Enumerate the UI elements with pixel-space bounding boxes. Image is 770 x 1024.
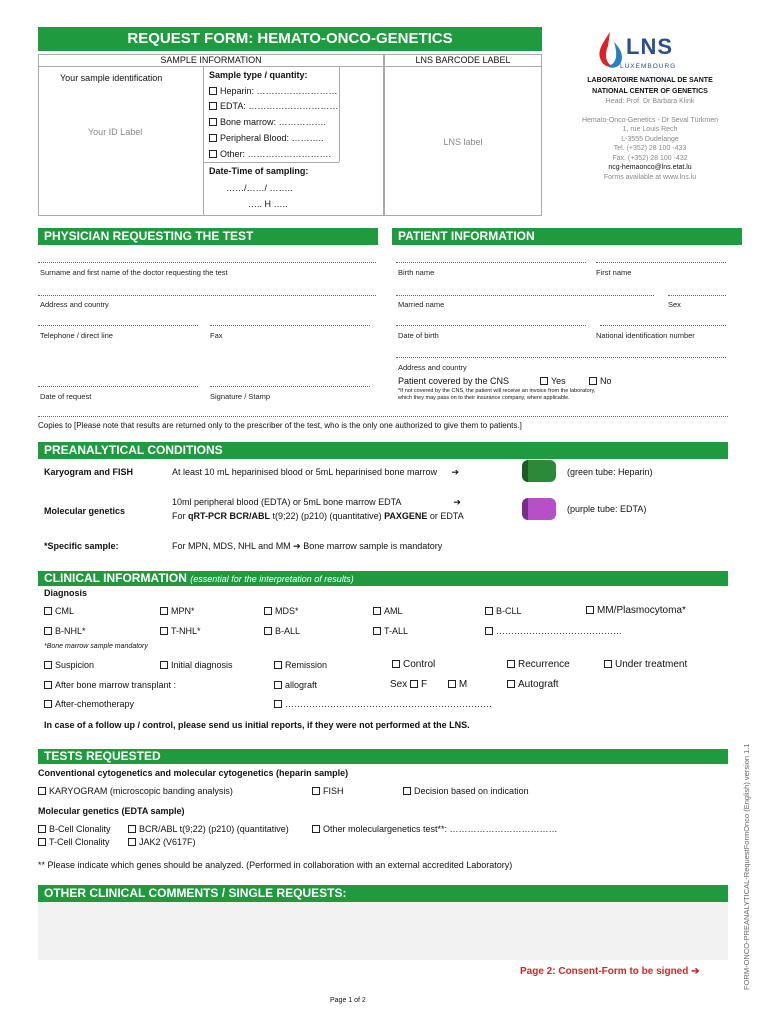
next-page-note: Page 2: Consent-Form to be signed ➔ xyxy=(520,966,700,977)
birth-name-label: Birth name xyxy=(398,268,435,277)
tests-header: TESTS REQUESTED xyxy=(38,749,728,764)
lab-forms[interactable]: Forms available at www.lns.lu xyxy=(603,174,697,181)
status-recurrence[interactable]: Recurrence xyxy=(507,659,570,670)
patient-address-label: Address and country xyxy=(398,363,467,372)
other-blank[interactable]: …………………………………………………………… xyxy=(274,699,492,709)
cns-note-1: *If not covered by the CNS, the patient will receive an invoice from the laboratory, xyxy=(398,388,596,394)
date-value[interactable]: ……/……/ …….. xyxy=(226,183,293,193)
autograft-option[interactable]: Autograft xyxy=(507,679,559,690)
test-bcell[interactable]: B-Cell Clonality xyxy=(38,824,111,834)
green-tube-text: (green tube: Heparin) xyxy=(567,467,653,477)
other-option[interactable]: Other: ………………………. xyxy=(209,149,331,159)
copies-note: Copies to [Please note that results are returned only to the prescriber of the test, who is the only one authorized to give them to patients.] xyxy=(38,421,522,430)
doctor-name-label: Surname and first name of the doctor requesting the test xyxy=(40,268,228,277)
sex-m-checkbox[interactable] xyxy=(448,680,456,688)
id-label-placeholder: Your ID Label xyxy=(88,127,143,137)
genes-note: ** Please indicate which genes should be analyzed. (Performed in collaboration with an external accredited Laboratory) xyxy=(38,860,513,870)
comments-header: OTHER CLINICAL COMMENTS / SINGLE REQUESTS: xyxy=(38,885,728,902)
diag-mds[interactable]: MDS* xyxy=(264,606,299,616)
page-number: Page 1 of 2 xyxy=(330,997,366,1004)
bone-marrow-option[interactable]: Bone marrow: ……………. xyxy=(209,117,326,127)
molecular-text-1: 10ml peripheral blood (EDTA) or 5mL bone marrow EDTA ➔ xyxy=(172,497,461,507)
lab-head: Head: Prof. Dr Barbara Klink xyxy=(605,98,695,105)
sample-info-heading: SAMPLE INFORMATION xyxy=(160,55,262,65)
diagnosis-title: Diagnosis xyxy=(44,588,88,598)
diag-tnhl[interactable]: T-NHL* xyxy=(160,626,201,636)
barcode-box xyxy=(384,54,542,216)
diag-bnhl[interactable]: B-NHL* xyxy=(44,626,86,636)
status-suspicion[interactable]: Suspicion xyxy=(44,660,94,670)
lab-email[interactable]: ncg-hemaonco@lns.etat.lu xyxy=(608,164,692,171)
green-tube-icon xyxy=(522,460,556,482)
peripheral-blood-option[interactable]: Peripheral Blood: ……….. xyxy=(209,133,324,143)
test-jak2[interactable]: JAK2 (V617F) xyxy=(128,837,196,847)
diag-ball[interactable]: B-ALL xyxy=(264,626,300,636)
datetime-title: Date-Time of sampling: xyxy=(209,166,309,176)
lns-label-placeholder: LNS label xyxy=(443,137,483,147)
specific-sample-text: For MPN, MDS, NHL and MM ➔ Bone marrow sample is mandatory xyxy=(172,541,443,551)
test-bcrabl[interactable]: BCR/ABL t(9;22) (p210) (quantitative) xyxy=(128,824,289,834)
test-tcell[interactable]: T-Cell Clonality xyxy=(38,837,110,847)
patient-header: PATIENT INFORMATION xyxy=(392,228,742,245)
first-name-label: First name xyxy=(596,268,632,277)
lab-fax: Fax. (+352) 28 100 -432 xyxy=(612,155,688,162)
lab-dept: Hemato-Onco-Genetics - Dr Seval Türkmen xyxy=(581,117,719,124)
cns-label: Patient covered by the CNS xyxy=(398,376,510,386)
status-remission[interactable]: Remission xyxy=(274,660,327,670)
form-title: REQUEST FORM: HEMATO-ONCO-GENETICS xyxy=(38,27,542,51)
diag-mm[interactable]: MM/Plasmocytoma* xyxy=(586,605,686,616)
purple-tube-icon xyxy=(522,498,556,520)
sample-type-title: Sample type / quantity: xyxy=(209,70,308,80)
diag-aml[interactable]: AML xyxy=(373,606,403,616)
diag-other[interactable]: …………………………………… xyxy=(485,626,622,636)
allograft-option[interactable]: allograft xyxy=(274,680,317,690)
diag-tall[interactable]: T-ALL xyxy=(373,626,408,636)
status-initial[interactable]: Initial diagnosis xyxy=(160,660,233,670)
test-other-mol[interactable]: Other moleculargenetics test**: ……………………………… xyxy=(312,824,558,834)
molecular-text-2: For qRT-PCR BCR/ABL t(9;22) (p210) (quantitative) PAXGENE or EDTA xyxy=(172,511,464,521)
preanalytical-header: PREANALYTICAL CONDITIONS xyxy=(38,442,728,459)
clinical-sex: Sex F M xyxy=(390,679,468,690)
lab-name-fr: LABORATOIRE NATIONAL DE SANTE xyxy=(587,77,713,84)
logo-sub: LUXEMBOURG xyxy=(620,63,677,70)
cns-no[interactable]: No xyxy=(589,376,612,386)
lab-addr2: L-3555 Dudelange xyxy=(621,136,679,143)
heparin-option[interactable]: Heparin: ……………………… xyxy=(209,86,338,96)
lab-addr1: 1, rue Louis Rech xyxy=(622,126,678,133)
followup-note: In case of a follow up / control, please send us initial reports, if they were not performed at the LNS. xyxy=(44,720,470,730)
karyo-fish-text: At least 10 mL heparinised blood or 5mL heparinised bone marrow ➔ xyxy=(172,467,460,477)
molecular-label: Molecular genetics xyxy=(44,506,126,516)
diag-mpn[interactable]: MPN* xyxy=(160,606,195,616)
clinical-header: CLINICAL INFORMATION (essential for the interpretation of results) xyxy=(38,571,728,586)
comments-area[interactable] xyxy=(38,902,728,960)
specific-sample-label: *Specific sample: xyxy=(44,541,119,551)
karyo-fish-label: Karyogram and FISH xyxy=(44,467,134,477)
test-decision[interactable]: Decision based on indication xyxy=(403,786,529,796)
after-bm-transplant[interactable]: After bone marrow transplant : xyxy=(44,680,176,690)
after-chemo[interactable]: After-chemotherapy xyxy=(44,699,134,709)
lab-tel: Tel. (+352) 28 100 -433 xyxy=(613,145,687,152)
mol-gen-title: Molecular genetics (EDTA sample) xyxy=(38,806,185,816)
status-under-treatment[interactable]: Under treatment xyxy=(604,659,687,670)
test-karyogram[interactable]: KARYOGRAM (microscopic banding analysis) xyxy=(38,786,233,796)
barcode-heading: LNS BARCODE LABEL xyxy=(415,55,511,65)
nin-label: National identification number xyxy=(596,331,695,340)
married-name-label: Married name xyxy=(398,300,445,309)
edta-option[interactable]: EDTA: ………………………… xyxy=(209,101,338,111)
diag-cml[interactable]: CML xyxy=(44,606,74,616)
physician-fax-label: Fax xyxy=(210,331,223,340)
physician-header: PHYSICIAN REQUESTING THE TEST xyxy=(38,228,378,245)
cns-note-2: which they may pass on to their insurance company, where applicable. xyxy=(398,395,570,401)
bm-mandatory-note: *Bone marrow sample mandatory xyxy=(44,643,148,650)
status-control[interactable]: Control xyxy=(392,659,435,670)
logo-text: LNS xyxy=(626,34,673,59)
your-sample-id: Your sample identification xyxy=(60,73,163,83)
hour-value[interactable]: ….. H ….. xyxy=(248,199,288,209)
sex-f-checkbox[interactable] xyxy=(410,680,418,688)
side-form-id: FORM-ONCO-PREANALYTICAL-RequestFormOnco (English) version 1.1 xyxy=(742,743,751,990)
physician-tel-label: Telephone / direct line xyxy=(40,331,113,340)
conv-cyto-title: Conventional cytogenetics and molecular cytogenetics (heparin sample) xyxy=(38,768,349,778)
signature-label: Signature / Stamp xyxy=(210,392,271,401)
test-fish[interactable]: FISH xyxy=(312,786,344,796)
purple-tube-text: (purple tube: EDTA) xyxy=(567,504,647,514)
sex-label: Sex xyxy=(668,300,681,309)
lab-name-en: NATIONAL CENTER OF GENETICS xyxy=(592,88,708,95)
dob-label: Date of birth xyxy=(398,331,439,340)
date-of-request-label: Date of request xyxy=(40,392,92,401)
physician-address-label: Address and country xyxy=(40,300,109,309)
diag-bcll[interactable]: B-CLL xyxy=(485,606,522,616)
cns-yes[interactable]: Yes xyxy=(540,376,566,386)
